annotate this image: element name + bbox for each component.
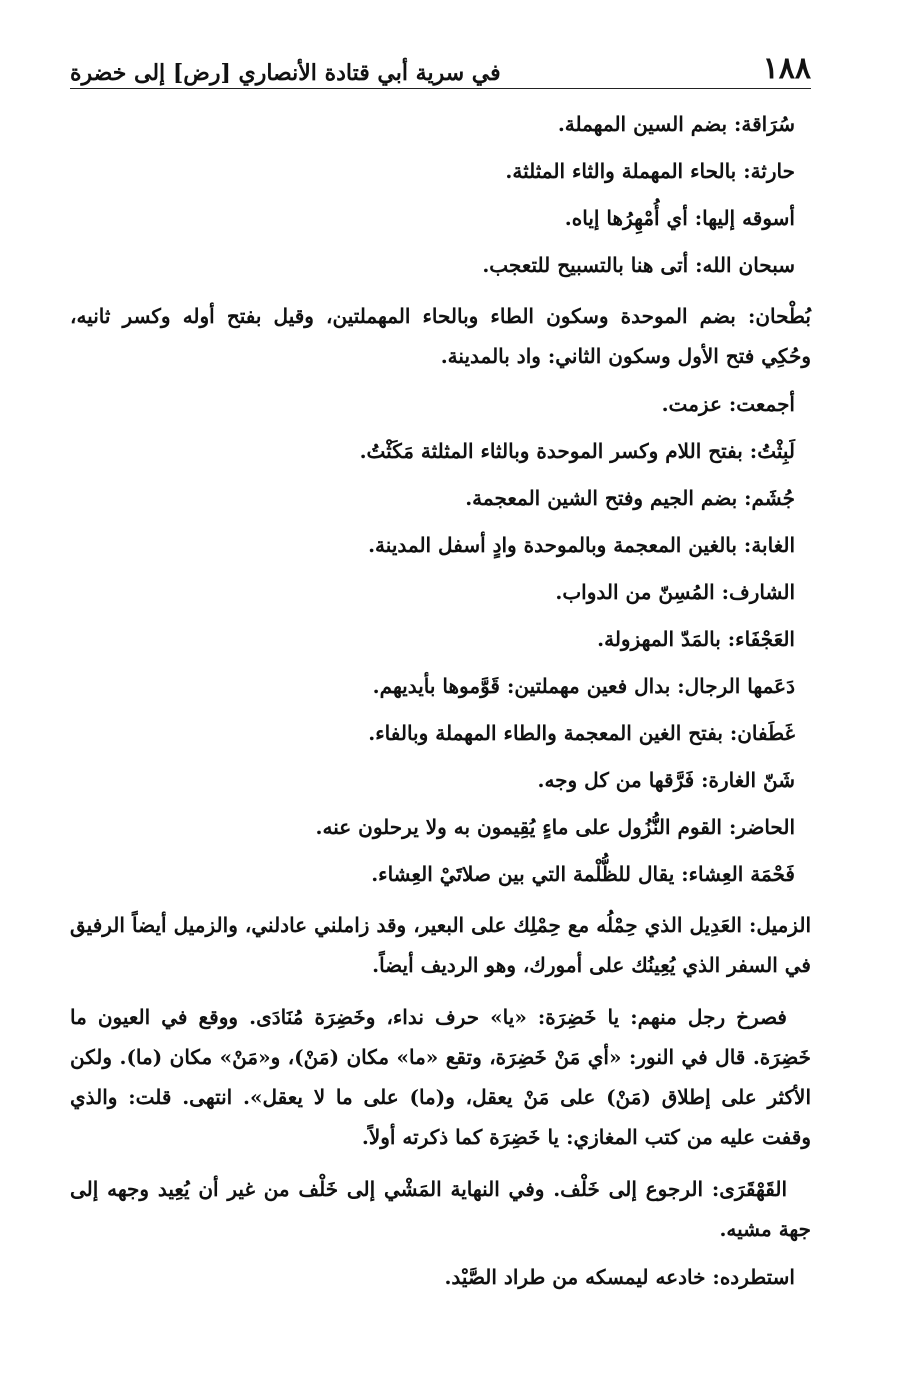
page-body	[70, 108, 811, 1308]
gloss-paragraph: الزميل: العَدِيل الذي حِمْلُه مع حِمْلِك على البعير، وقد زاملني عادلني، والزميل أيضاً الرفيق في السفر الذي يُعِينُك على أمورك، وهو الرديف أيضاً.	[70, 913, 811, 977]
gloss-entry: الشارف: المُسِنّ من الدواب.	[555, 580, 795, 604]
gloss-entry: أجمعت: عزمت.	[661, 392, 795, 416]
gloss-entry: العَجْفَاء: بالمَدّ المهزولة.	[597, 627, 795, 651]
gloss-entry: الحاضر: القوم النُّزُول على ماءٍ يُقِيمون به ولا يرحلون عنه.	[315, 815, 795, 839]
gloss-entry: فَحْمَة العِشاء: يقال للظُّلْمة التي بين صلاتَيْ العِشاء.	[371, 862, 795, 886]
gloss-entry: شَنّ الغارة: فَرَّقها من كل وجه.	[537, 768, 795, 792]
gloss-paragraph: القَهْقَرَى: الرجوع إلى خَلْف. وفي النهاية المَشْي إلى خَلْف من غير أن يُعِيد وجهه إلى جهة مشيه.	[70, 1177, 811, 1241]
gloss-entry: لَبِثْتُ: بفتح اللام وكسر الموحدة وبالثاء المثلثة مَكَثْتُ.	[359, 439, 795, 463]
gloss-entry: جُشَم: بضم الجيم وفتح الشين المعجمة.	[465, 486, 795, 510]
gloss-entry: سبحان الله: أتى هنا بالتسبيح للتعجب.	[482, 253, 795, 277]
running-title: في سرية أبي قتادة الأنصاري [رض] إلى خضرة	[70, 60, 501, 86]
gloss-entry: حارثة: بالحاء المهملة والثاء المثلثة.	[505, 159, 795, 183]
gloss-entry: دَعَمها الرجال: بدال فعين مهملتين: قَوَّموها بأيديهم.	[372, 674, 795, 698]
gloss-entry: أسوقه إليها: أي أُمْهِرُها إياه.	[564, 206, 795, 230]
gloss-entry: استطرده: خادعه ليمسكه من طراد الصَّيْد.	[444, 1265, 795, 1289]
gloss-entry: سُرَاقة: بضم السين المهملة.	[557, 112, 795, 136]
commentary-paragraph: فصرخ رجل منهم: يا خَضِرَة: «يا» حرف نداء، وخَضِرَة مُنَادَى. ووقع في العيون ما خَضِرَة. قال في النور: «أي مَنْ خَضِرَة، وتقع «ما» مكان (مَنْ)، و«مَنْ» مكان (ما). ولكن الأكثر على إطلاق (مَنْ) على مَنْ يعقل، و(ما) على ما لا يعقل». انتهى. قلت: والذي وقفت عليه من كتب المغازي: يا خَضِرَة كما ذكرته أولاً.	[70, 1005, 811, 1149]
gloss-entry: الغابة: بالغين المعجمة وبالموحدة وادٍ أسفل المدينة.	[368, 533, 795, 557]
gloss-paragraph: بُطْحان: بضم الموحدة وسكون الطاء وبالحاء المهملتين، وقيل بفتح أوله وكسر ثانيه، وحُكِي فتح الأول وسكون الثاني: واد بالمدينة.	[70, 304, 811, 368]
gloss-entry: غَطَفان: بفتح الغين المعجمة والطاء المهملة وبالفاء.	[368, 721, 795, 745]
page-header	[70, 40, 811, 89]
page-number: ١٨٨	[762, 51, 811, 86]
